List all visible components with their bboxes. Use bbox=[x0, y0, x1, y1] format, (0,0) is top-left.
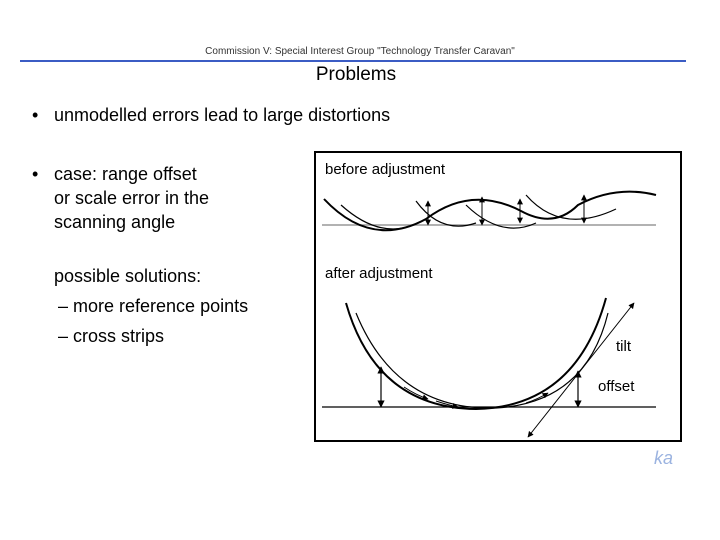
logo: ka bbox=[654, 448, 674, 468]
label-after-adjustment: after adjustment bbox=[325, 265, 433, 282]
adjusted-scan-curve-inner bbox=[356, 313, 608, 408]
header-text: Commission V: Special Interest Group "Technology Transfer Caravan" bbox=[205, 46, 515, 57]
offset-diagonal-arrow bbox=[528, 303, 634, 437]
bullet-marker: • bbox=[32, 164, 39, 184]
solutions-heading: possible solutions: bbox=[54, 266, 202, 286]
bullet-1 bbox=[32, 105, 390, 126]
bullet-line: case: range offset bbox=[54, 164, 197, 184]
solution-item: – cross strips bbox=[58, 326, 165, 346]
solutions-block bbox=[54, 261, 248, 351]
bullet-line: or scale error in the bbox=[54, 188, 210, 208]
adjusted-scan-curve bbox=[346, 298, 606, 409]
scan-arc bbox=[526, 195, 616, 219]
label-tilt: tilt bbox=[616, 338, 631, 355]
distortion-figure bbox=[314, 151, 682, 442]
bullet-text: unmodelled errors lead to large distortions bbox=[54, 105, 391, 125]
bullet-marker: • bbox=[32, 105, 39, 125]
figure-drawing bbox=[316, 153, 680, 440]
header-rule bbox=[20, 60, 686, 62]
bullet-2 bbox=[32, 162, 209, 234]
label-before-adjustment: before adjustment bbox=[325, 161, 446, 178]
bullet-line: scanning angle bbox=[54, 212, 176, 232]
solution-item: – more reference points bbox=[58, 296, 249, 316]
slide-title: Problems bbox=[315, 64, 397, 85]
scan-arc bbox=[416, 201, 476, 226]
label-offset: offset bbox=[598, 378, 635, 395]
